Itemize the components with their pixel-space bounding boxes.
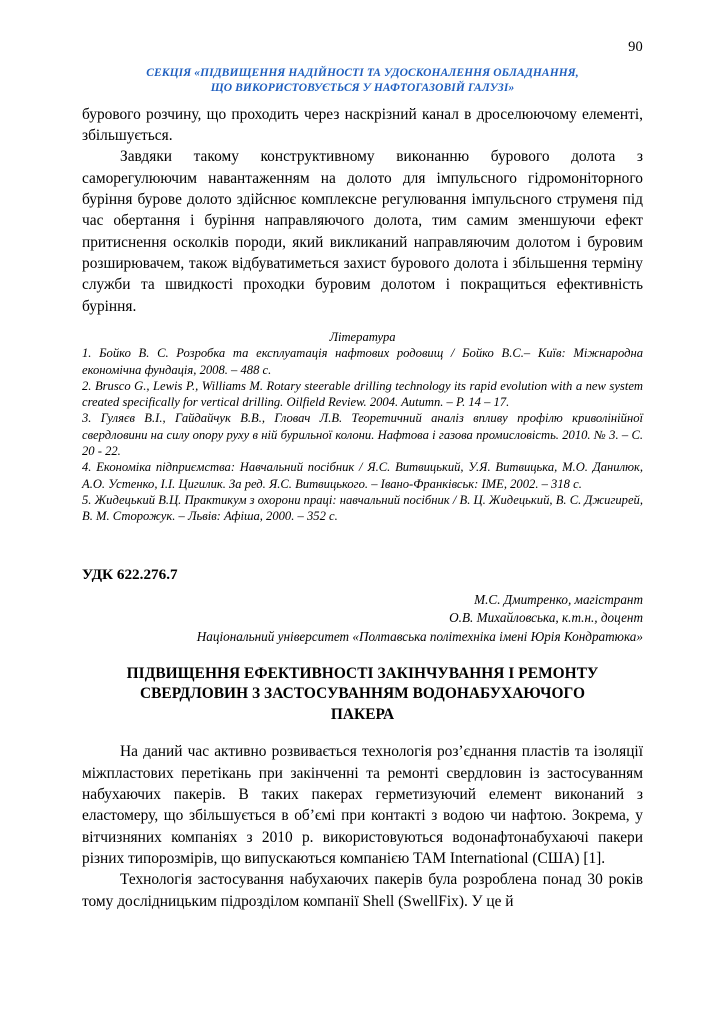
reference-item-2: 2. Brusco G., Lewis P., Williams M. Rotary steerable drilling technology its rapid evolution with a new system created specifically for vertical drilling. Oilfield Review. 2004. Autumn. – P. 14 – 17. <box>82 378 643 410</box>
current-article-paragraph-1: На даний час активно розвивається технологія роз’єднання пластів та ізоляції міжпластових перетікань при закінченні та ремонті свердловин із застосуванням набухаючих пакерів. В таких пакерах герметизуючий елемент виконаний з еластомеру, що збільшується в об’ємі при контакті з водою чи нафтою. Зокрема, у вітчизняних компаніях з 2010 р. використовуються водонафтонабухаючі пакери різних типорозмірів, що випускаються компанією TAM International (США) [1]. <box>82 743 643 867</box>
running-head-line-1: СЕКЦІЯ «ПІДВИЩЕННЯ НАДІЙНОСТІ ТА УДОСКОНАЛЕННЯ ОБЛАДНАННЯ, <box>146 66 579 79</box>
article-title-line-1: ПІДВИЩЕННЯ ЕФЕКТИВНОСТІ ЗАКІНЧУВАННЯ І РЕМОНТУ <box>126 664 599 682</box>
article-title-line-2: СВЕРДЛОВИН З ЗАСТОСУВАННЯМ ВОДОНАБУХАЮЧОГО <box>139 685 586 703</box>
current-article-paragraph-2: Технологія застосування набухаючих пакерів була розроблена понад 30 років тому дослідницьким підрозділом компанії Shell (SwellFix). У це й <box>82 871 643 910</box>
reference-item-4: 4. Економіка підприємства: Навчальний посібник / Я.С. Витвицький, У.Я. Витвицька, М.О. Данилюк, А.О. Устенко, І.І. Цигилик. За ред. Я.С. Витвицького. – Івано-Франківськ: ІМЕ, 2002. – 318 с. <box>82 460 643 491</box>
page-number: 90 <box>628 39 643 55</box>
running-head-line-2: ЩО ВИКОРИСТОВУЄТЬСЯ У НАФТОГАЗОВІЙ ГАЛУЗІ» <box>210 81 515 94</box>
reference-item-5: 5. Жидецький В.Ц. Практикум з охорони праці: навчальний посібник / В. Ц. Жидецький, В. С. Джигирей, В. М. Сторожук. – Львів: Афіша, 2000. – 352 с. <box>82 492 643 524</box>
reference-item-1: 1. Бойко В. С. Розробка та експлуатація нафтових родовищ / Бойко В.С.– Київ: Міжнародна економічна фундація, 2008. – 488 с. <box>82 346 643 377</box>
previous-article-paragraph-2: Завдяки такому конструктивному виконанню бурового долота з саморегулюючим навантаженням на долото для імпульсного гідромоніторного буріння бурове долото здійснює комплексне регулювання імпульсного струменя під час обертання і буріння направляючого долота, тим самим зменшуючи ефект притиснення осколків породи, який викликаний направляючим долотом і буровим розширювачем, також відбуватиметься захист бурового долота і збільшення терміну служби та швидкості проходки буровим долотом і покращиться ефективність буріння. <box>82 148 643 315</box>
udk-code: УДК 622.276.7 <box>82 566 178 584</box>
running-head <box>82 66 643 96</box>
affiliation-line: Національний університет «Полтавська політехніка імені Юрія Кондратюка» <box>196 629 643 645</box>
author-block <box>82 591 643 647</box>
article-title <box>82 664 643 725</box>
article-title-line-3: ПАКЕРА <box>330 705 395 723</box>
references-heading: Література <box>329 330 396 345</box>
reference-item-3: 3. Гуляєв В.І., Гайдайчук В.В., Гловач Л.В. Теоретичний аналіз впливу профілю криволінійної свердловини на силу опору руху в ній бурильної колони. Нафтова і газова промисловість. 2010. № 3. – С. 20 - 22. <box>82 411 643 458</box>
page-content <box>82 0 643 912</box>
author-line-1: М.С. Дмитренко, магістрант <box>474 591 643 607</box>
author-line-2: О.В. Михайловська, к.т.н., доцент <box>449 610 643 626</box>
continued-paragraph: бурового розчину, що проходить через наскрізний канал в дроселюючому елементі, збільшується. <box>82 105 643 145</box>
